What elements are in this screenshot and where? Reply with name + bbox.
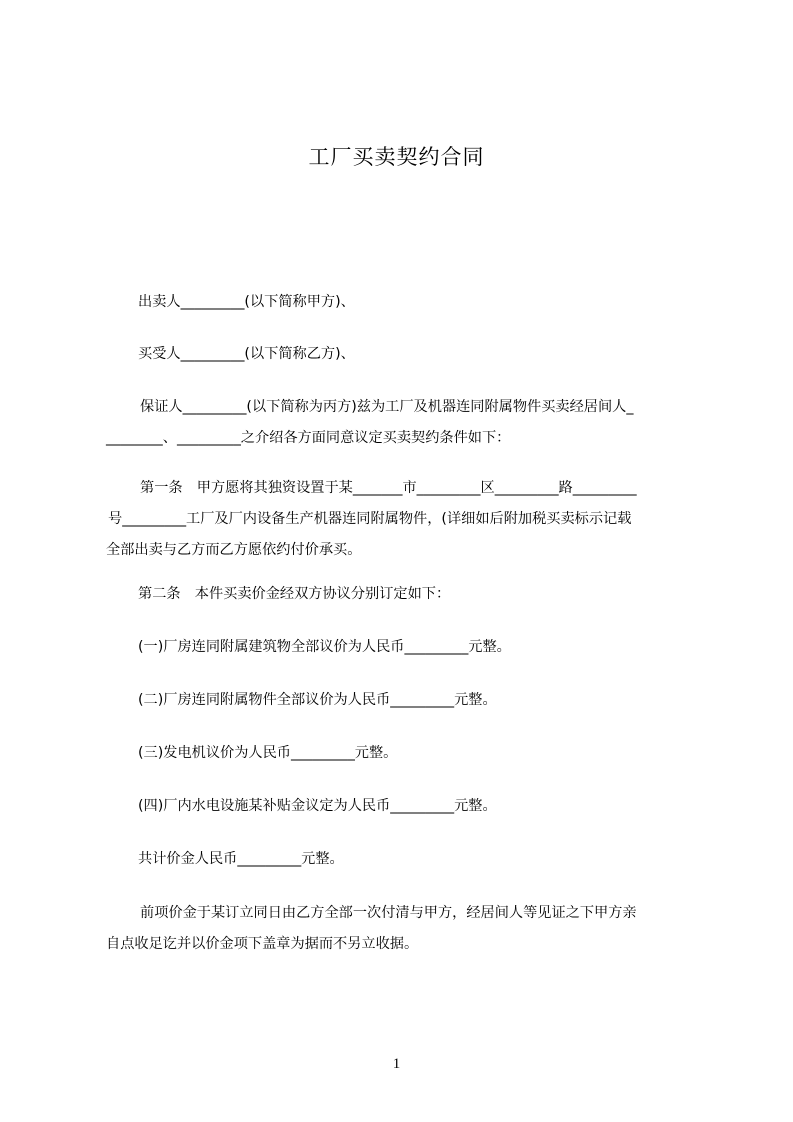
text-line: 第一条 甲方愿将其独资设置于某_______市_________区_________路_________ xyxy=(140,480,637,496)
text-line: (四)厂内水电设施某补贴金议定为人民币_________元整。 xyxy=(138,798,497,814)
paragraph-article-2 xyxy=(106,579,702,610)
text-line: 前项价金于某订立同日由乙方全部一次付清与甲方，经居间人等见证之下甲方亲 xyxy=(140,905,637,921)
text-line: 买受人_________(以下简称乙方)、 xyxy=(138,346,355,362)
text-line: 自点收足讫并以价金项下盖章为据而不另立收据。 xyxy=(106,936,419,952)
page-title: 工厂买卖契约合同 xyxy=(308,145,485,169)
text-line: 第二条 本件买卖价金经双方协议分别订定如下： xyxy=(138,586,451,602)
paragraph-buyer xyxy=(106,339,702,370)
page-number: 1 xyxy=(392,1056,401,1072)
price-item-4 xyxy=(106,791,702,822)
text-line: (二)厂房连同附属物件全部议价为人民币_________元整。 xyxy=(138,692,497,708)
paragraph-payment xyxy=(106,898,702,960)
price-item-3 xyxy=(106,738,702,769)
paragraph-article-1 xyxy=(106,473,702,566)
text-line: 保证人_________(以下简称为丙方)兹为工厂及机器连同附属物件买卖经居间人_ xyxy=(140,399,634,415)
text-line: ________、_________之介绍各方面同意议定买卖契约条件如下： xyxy=(106,430,511,446)
paragraph-guarantor xyxy=(106,392,702,454)
text-line: 共计价金人民币_________元整。 xyxy=(138,851,344,867)
text-line: (三)发电机议价为人民币_________元整。 xyxy=(138,745,398,761)
paragraph-seller xyxy=(106,287,702,318)
price-item-1 xyxy=(106,632,702,663)
text-line: 出卖人_________(以下简称甲方)、 xyxy=(138,294,355,310)
text-line: (一)厂房连同附属建筑物全部议价为人民币_________元整。 xyxy=(138,639,511,655)
price-item-2 xyxy=(106,685,702,716)
text-line: 全部出卖与乙方而乙方愿依约付价承买。 xyxy=(106,542,362,558)
text-line: 号_________工厂及厂内设备生产机器连同附属物件，(详细如后附加税买卖标示记载 xyxy=(108,511,632,527)
price-total xyxy=(106,844,702,875)
